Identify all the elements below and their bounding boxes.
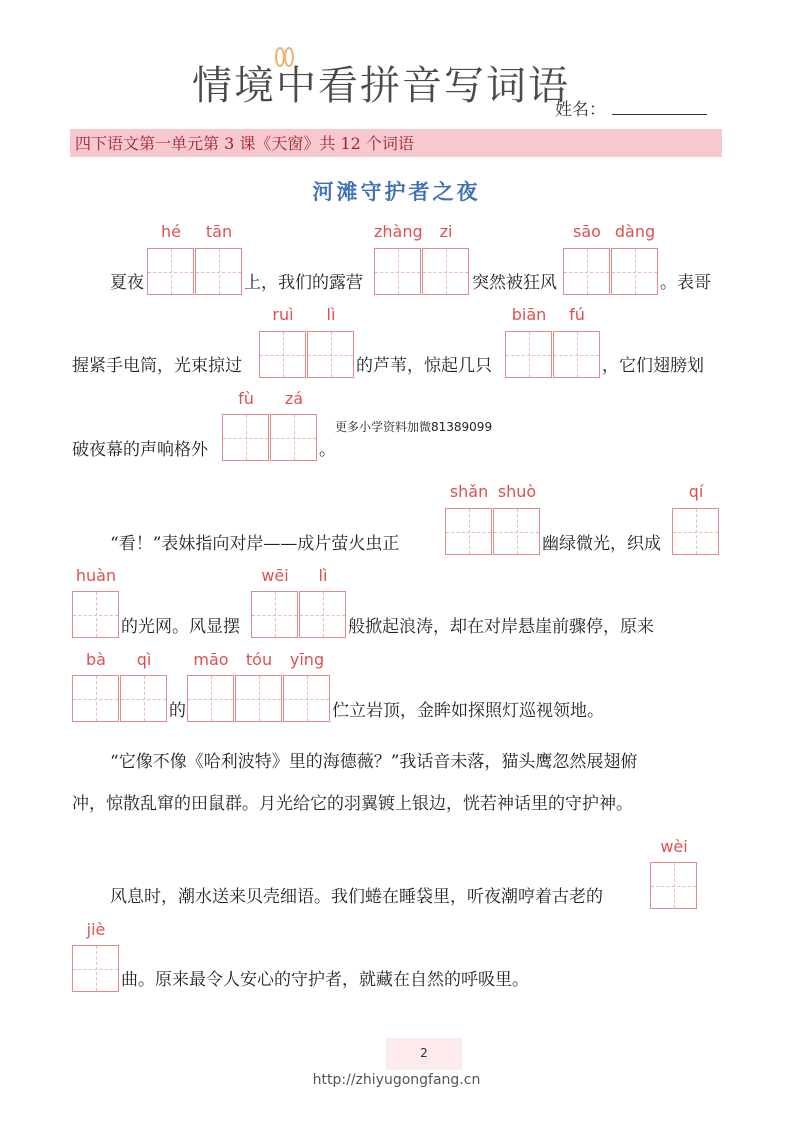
writing-box[interactable] xyxy=(650,862,697,909)
text: 伫立岩顶，金眸如探照灯巡视领地。 xyxy=(332,701,604,721)
pinyin-label: qì xyxy=(136,650,152,669)
text: 的光网。风显摆 xyxy=(121,617,240,637)
text: “它像不像《哈利波特》里的海德薇？”我话音未落，猫头鹰忽然展翅俯 xyxy=(110,752,638,772)
writing-box[interactable] xyxy=(222,414,269,461)
pinyin-label: wēi xyxy=(261,566,289,585)
text: 幽绿微光，织成 xyxy=(542,534,661,554)
pinyin-label: māo xyxy=(193,650,229,669)
pinyin-label: jiè xyxy=(86,920,106,939)
text: 夏夜 xyxy=(110,273,144,293)
logo-text: 情境中看拼音写词语 xyxy=(192,63,570,109)
rabbit-ears-icon xyxy=(271,47,297,69)
text: 风息时，潮水送来贝壳细语。我们蜷在睡袋里，听夜潮哼着古老的 xyxy=(110,887,603,907)
text: 般掀起浪涛，却在对岸悬崖前骤停，原来 xyxy=(348,617,654,637)
writing-box[interactable] xyxy=(505,331,552,378)
text: 握紧手电筒，光束掠过 xyxy=(72,356,242,376)
pinyin-label: hé xyxy=(161,222,181,241)
writing-box[interactable] xyxy=(672,508,719,555)
pinyin-label: wèi xyxy=(660,837,688,856)
writing-box[interactable] xyxy=(553,331,600,378)
pinyin-label: zi xyxy=(439,222,453,241)
writing-box[interactable] xyxy=(187,675,234,722)
text: 冲，惊散乱窜的田鼠群。月光给它的羽翼镀上银边，恍若神话里的守护神。 xyxy=(72,794,633,814)
text: 上，我们的露营 xyxy=(244,273,363,293)
pinyin-label: fù xyxy=(238,389,254,408)
writing-box[interactable] xyxy=(422,248,469,295)
writing-box[interactable] xyxy=(72,675,119,722)
writing-box[interactable] xyxy=(72,945,119,992)
pinyin-label: dàng xyxy=(614,222,656,241)
pinyin-label: shuò xyxy=(497,482,537,501)
pinyin-label: zá xyxy=(284,389,304,408)
pinyin-label: qí xyxy=(688,482,704,501)
writing-box[interactable] xyxy=(259,331,306,378)
writing-box[interactable] xyxy=(445,508,492,555)
writing-box[interactable] xyxy=(72,591,119,638)
logo xyxy=(192,60,570,112)
writing-box[interactable] xyxy=(270,414,317,461)
writing-box[interactable] xyxy=(493,508,540,555)
footer-url: http://zhiyugongfang.cn xyxy=(312,1072,481,1088)
pinyin-label: zhàng xyxy=(374,222,423,241)
writing-box[interactable] xyxy=(283,675,330,722)
writing-box[interactable] xyxy=(307,331,354,378)
name-label: 姓名： xyxy=(555,100,606,120)
pinyin-label: ruì xyxy=(272,305,294,324)
writing-box[interactable] xyxy=(611,248,658,295)
text: 曲。原来最令人安心的守护者，就藏在自然的呼吸里。 xyxy=(121,970,529,990)
writing-box[interactable] xyxy=(120,675,167,722)
text: 破夜幕的声响格外 xyxy=(72,440,208,460)
lesson-banner-text: 四下语文第一单元第 3 课《天窗》共 12 个词语 xyxy=(75,134,414,153)
text: “看！”表妹指向对岸——成片萤火虫正 xyxy=(110,534,400,554)
pinyin-label: lì xyxy=(318,566,328,585)
text: 。 xyxy=(319,440,336,460)
writing-box[interactable] xyxy=(147,248,194,295)
text: 突然被狂风 xyxy=(472,273,557,293)
pinyin-label: shǎn xyxy=(449,482,489,501)
writing-box[interactable] xyxy=(195,248,242,295)
name-input-line[interactable] xyxy=(612,114,707,115)
pinyin-label: huàn xyxy=(75,566,117,585)
writing-box[interactable] xyxy=(374,248,421,295)
pinyin-label: bà xyxy=(86,650,106,669)
pinyin-label: lì xyxy=(326,305,336,324)
text: ，它们翅膀划 xyxy=(602,356,704,376)
writing-box[interactable] xyxy=(299,591,346,638)
text: 。表哥 xyxy=(660,273,711,293)
pinyin-label: tān xyxy=(205,222,233,241)
page-number: 2 xyxy=(420,1046,428,1060)
text: 的芦苇，惊起几只 xyxy=(356,356,492,376)
pinyin-label: tóu xyxy=(245,650,273,669)
pinyin-label: fú xyxy=(569,305,585,324)
text: 的 xyxy=(169,701,186,721)
page-title: 河滩守护者之夜 xyxy=(312,179,481,204)
writing-box[interactable] xyxy=(563,248,610,295)
contact-note: 更多小学资料加微81389099 xyxy=(335,420,493,434)
writing-box[interactable] xyxy=(235,675,282,722)
pinyin-label: biān xyxy=(511,305,547,324)
pinyin-label: yīng xyxy=(289,650,325,669)
pinyin-label: sāo xyxy=(573,222,601,241)
writing-box[interactable] xyxy=(251,591,298,638)
